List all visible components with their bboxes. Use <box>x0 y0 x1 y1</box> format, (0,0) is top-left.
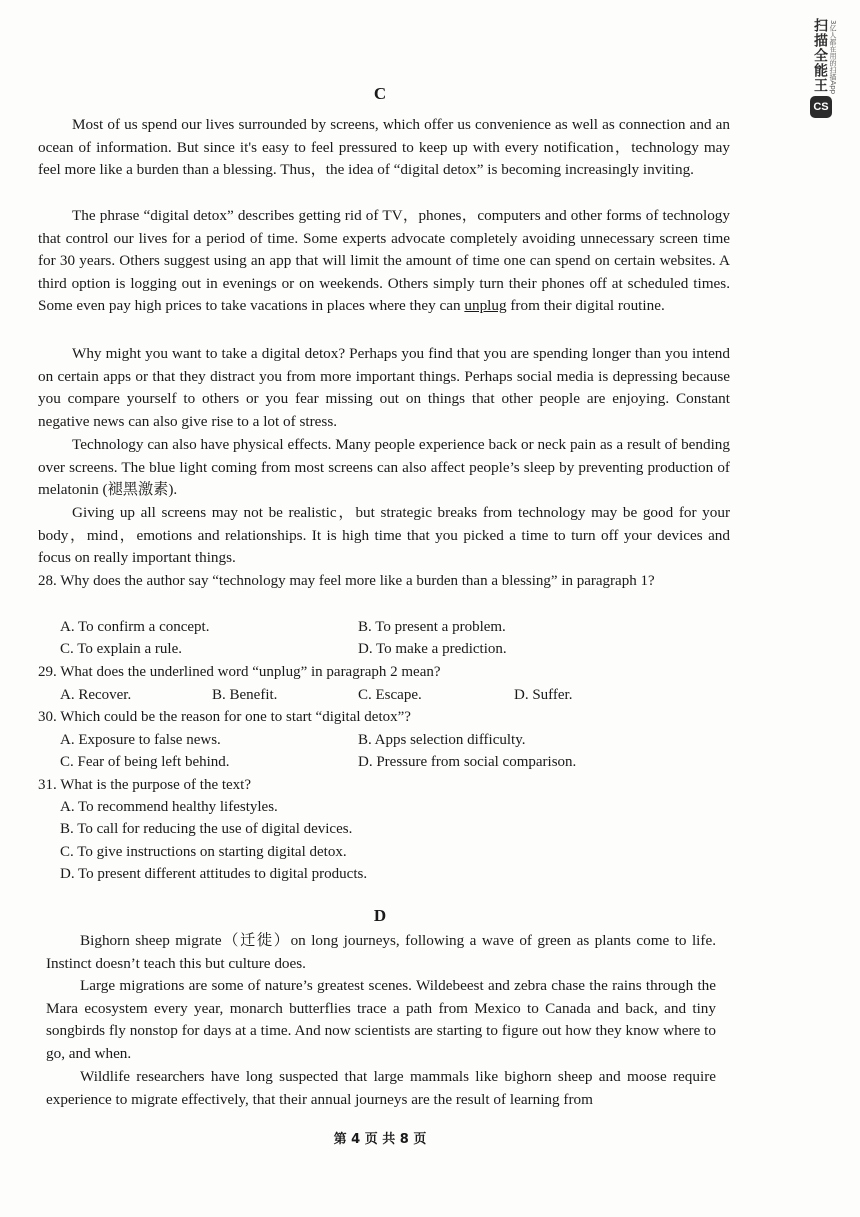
q28-option-a: A. To confirm a concept. <box>60 619 210 635</box>
q31-option-a: A. To recommend healthy lifestyles. <box>60 799 278 815</box>
scanner-watermark <box>804 14 838 134</box>
q29-option-d: D. Suffer. <box>514 687 573 703</box>
question-29: 29. What does the underlined word “unplug” in paragraph 2 mean? <box>38 664 441 680</box>
q31-option-c: C. To give instructions on starting digital detox. <box>60 844 347 860</box>
question-28: 28. Why does the author say “technology may feel more like a burden than a blessing” in paragraph 1? <box>38 573 655 589</box>
q29-option-c: C. Escape. <box>358 687 422 703</box>
section-d-paragraph-2: Large migrations are some of nature’s greatest scenes. Wildebeest and zebra chase the rains through the Mara ecosystem every year, monarch butterflies trace a path from Mexico to Canada and back, and tiny songbirds fly nonstop for days at a time. And now scientists are starting to figure out how they know where to go, and when. <box>46 977 716 1062</box>
camscanner-logo-icon: CS <box>810 96 832 118</box>
watermark-tagline: 3亿人都在用的扫描App <box>829 20 837 95</box>
q28-option-d: D. To make a prediction. <box>358 641 507 657</box>
section-d-paragraph-3: Wildlife researchers have long suspected that large mammals like bighorn sheep and moose require experience to migrate effectively, that their annual journeys are the result of learning from <box>46 1068 716 1108</box>
section-c-paragraph-1: Most of us spend our lives surrounded by screens, which offer us convenience as well as connection and an ocean of information. But since it's easy to feel pressured to keep up with every notification，technology may feel more like a burden than a blessing. Thus，the idea of “digital detox” is becoming increasingly inviting. <box>38 116 730 179</box>
q28-option-c: C. To explain a rule. <box>60 641 182 657</box>
paragraph-2-text-before: The phrase “digital detox” describes getting rid of TV，phones，computers and other forms of technology that control our lives for a period of time. Some experts advocate completely avoiding unnecessary screen time for 30 years. Others suggest using an app that will limit the amount of time one can spend on certain websites. A third option is logging out in evenings or on weekends. Others simply turn their phones off at scheduled times. Some even pay high prices to take vacations in places where they can <box>38 207 730 315</box>
q30-option-c: C. Fear of being left behind. <box>60 754 230 770</box>
section-c-title: C <box>373 84 387 103</box>
q31-option-b: B. To call for reducing the use of digital devices. <box>60 821 353 837</box>
page-number: 第 4 页 共 8 页 <box>333 1132 427 1147</box>
paragraph-2-text-after: from their digital routine. <box>506 297 665 315</box>
underlined-word-unplug: unplug <box>464 297 507 315</box>
section-c-paragraph-2 <box>38 205 730 318</box>
q31-option-d: D. To present different attitudes to digital products. <box>60 866 368 882</box>
q30-option-d: D. Pressure from social comparison. <box>358 754 577 770</box>
q30-option-a: A. Exposure to false news. <box>60 732 221 748</box>
q28-option-b: B. To present a problem. <box>358 619 506 635</box>
section-d-paragraph-1: Bighorn sheep migrate（迁徙）on long journeys, following a wave of green as plants come to life. Instinct doesn’t teach this but culture does. <box>46 932 716 972</box>
question-30: 30. Which could be the reason for one to start “digital detox”? <box>38 709 411 725</box>
section-c-paragraph-5: Giving up all screens may not be realistic，but strategic breaks from technology may be good for your body，mind，emotions and relationships. It is high time that you picked a time to turn off your devices and focus on really important things. <box>38 504 730 567</box>
section-c-paragraph-3: Why might you want to take a digital detox? Perhaps you find that you are spending longer than you intend on certain apps or that they distract you from more important things. Perhaps social media is depressing because you compare yourself to others or you fear missing out on things that other people are enjoying. Constant negative news can also give rise to a lot of stress. <box>38 345 730 430</box>
q29-option-b: B. Benefit. <box>212 687 278 703</box>
section-d-title: D <box>373 906 387 925</box>
question-31: 31. What is the purpose of the text? <box>38 777 252 793</box>
section-c-paragraph-4: Technology can also have physical effects. Many people experience back or neck pain as a result of bending over screens. The blue light coming from most screens can also affect people’s sleep by preventing production of melatonin (褪黑激素). <box>38 436 730 499</box>
q29-option-a: A. Recover. <box>60 687 132 703</box>
q30-option-b: B. Apps selection difficulty. <box>358 732 526 748</box>
watermark-app-name: 扫描全能王 <box>812 18 828 93</box>
